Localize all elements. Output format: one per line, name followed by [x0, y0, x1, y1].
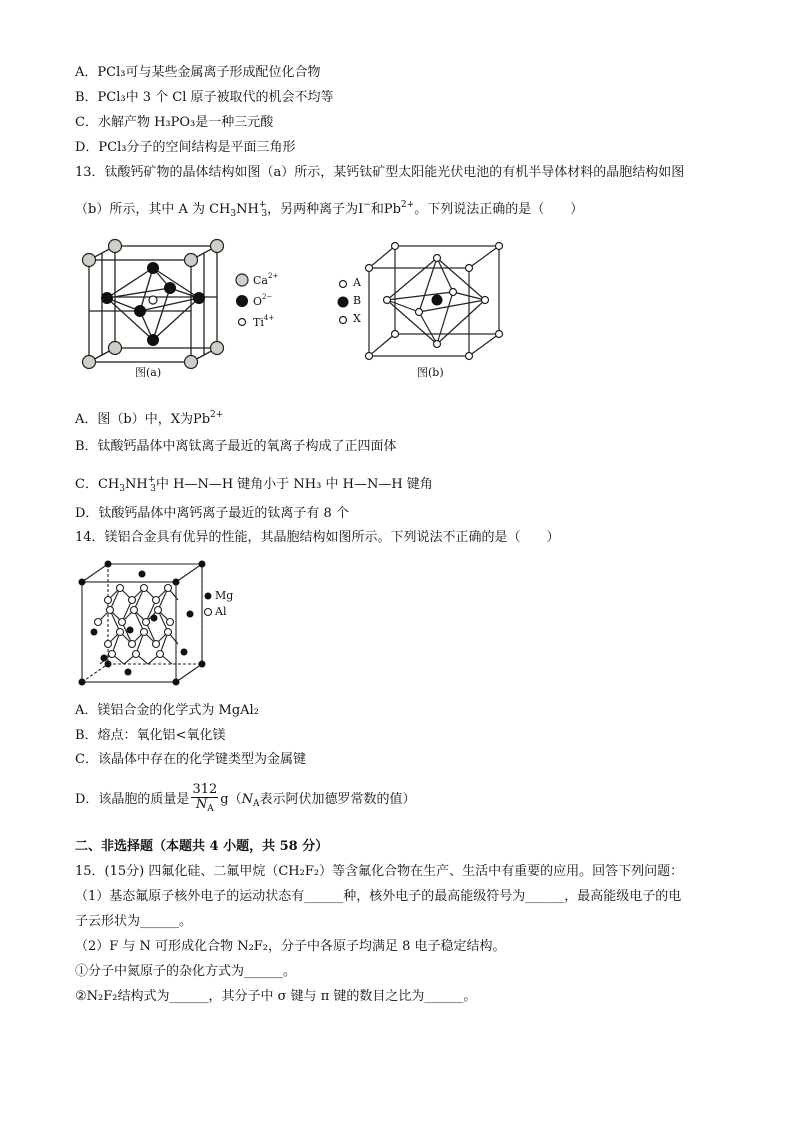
q15-part2: （2）F 与 N 可形成化合物 N₂F₂，分子中各原子均满足 8 电子稳定结构。 [75, 939, 506, 954]
q12-option-a: A．PCl₃可与某些金属离子形成配位化合物 [75, 65, 321, 80]
legend-o: $O^{2-}$ [253, 293, 273, 308]
q13-option-b: B．钛酸钙晶体中离钛离子最近的氧离子构成了正四面体 [75, 439, 397, 454]
q12-option-c: C．水解产物 H₃PO₃是一种三元酸 [75, 115, 274, 130]
legend-x: X [353, 312, 361, 325]
q15-part1-line2: 子云形状为______。 [75, 914, 193, 929]
q13-option-c: C．$CH_3NH^+_3$中 H—N—H 键角小于 NH₃ 中 H—N—H 键角 [75, 475, 433, 494]
q14-option-c: C．该晶体中存在的化学键类型为金属键 [75, 752, 306, 767]
q13-option-a: A．图（b）中，X为$Pb^{2+}$ [75, 410, 224, 427]
q13-stem-line2: （b）所示，其中 A 为 $CH_3NH^+_3$，另两种离子为I−和$Pb^{2+}$。下列说法正确的是（ ） [75, 200, 584, 219]
q15-part2-2: ②N₂F₂结构式为______，其分子中 σ 键与 π 键的数目之比为______。 [75, 989, 477, 1004]
legend-al: Al [215, 605, 227, 618]
q15-stem: 15．(15分) 四氟化硅、二氟甲烷（CH₂F₂）等含氟化合物在生产、生活中有重要的应用。回答下列问题： [75, 864, 684, 879]
q15-part2-1: ①分子中氮原子的杂化方式为______。 [75, 964, 297, 979]
figure-a-caption: 图(a) [135, 366, 162, 379]
legend-mg: Mg [215, 589, 234, 602]
q14-option-b: B．熔点：氧化铝<氧化镁 [75, 728, 226, 743]
q15-part1-line1: （1）基态氟原子核外电子的运动状态有______种，核外电子的最高能级符号为______，最高能级电子的电 [75, 889, 682, 904]
legend-ti: $Ti^{4+}$ [253, 314, 275, 329]
q14-stem: 14．镁铝合金具有优异的性能，其晶胞结构如图所示。下列说法不正确的是（ ） [75, 530, 560, 545]
section2-heading: 二、非选择题（本题共 4 小题，共 58 分） [75, 839, 329, 854]
q12-option-b: B．PCl₃中 3 个 Cl 原子被取代的机会不均等 [75, 90, 334, 105]
legend-b: B [353, 294, 362, 307]
figure-b-caption: 图(b) [417, 366, 444, 379]
q13-option-d: D．钛酸钙晶体中离钙离子最近的钛离子有 8 个 [75, 506, 349, 521]
legend-ca: $Ca^{2+}$ [253, 272, 279, 287]
figure-mg-al-cell [78, 560, 248, 688]
figure-b-perovskite [335, 240, 515, 380]
legend-a: A [353, 276, 361, 289]
q13-stem-line1: 13．钛酸钙矿物的晶体结构如图（a）所示，某钙钛矿型太阳能光伏电池的有机半导体材料的晶胞结构如图 [75, 165, 685, 180]
q12-option-d: D．PCl₃分子的空间结构是平面三角形 [75, 140, 296, 155]
q14-option-d: D．该晶胞的质量是 $\frac{312}{N_A}$ $g(N_A$表示阿伏加德罗常数的值） [75, 782, 416, 814]
q14-option-a: A．镁铝合金的化学式为 MgAl₂ [75, 703, 259, 718]
mass-fraction: $\frac{312}{N_A}$ [192, 782, 218, 814]
figure-a-calcium-titanate [75, 238, 279, 380]
